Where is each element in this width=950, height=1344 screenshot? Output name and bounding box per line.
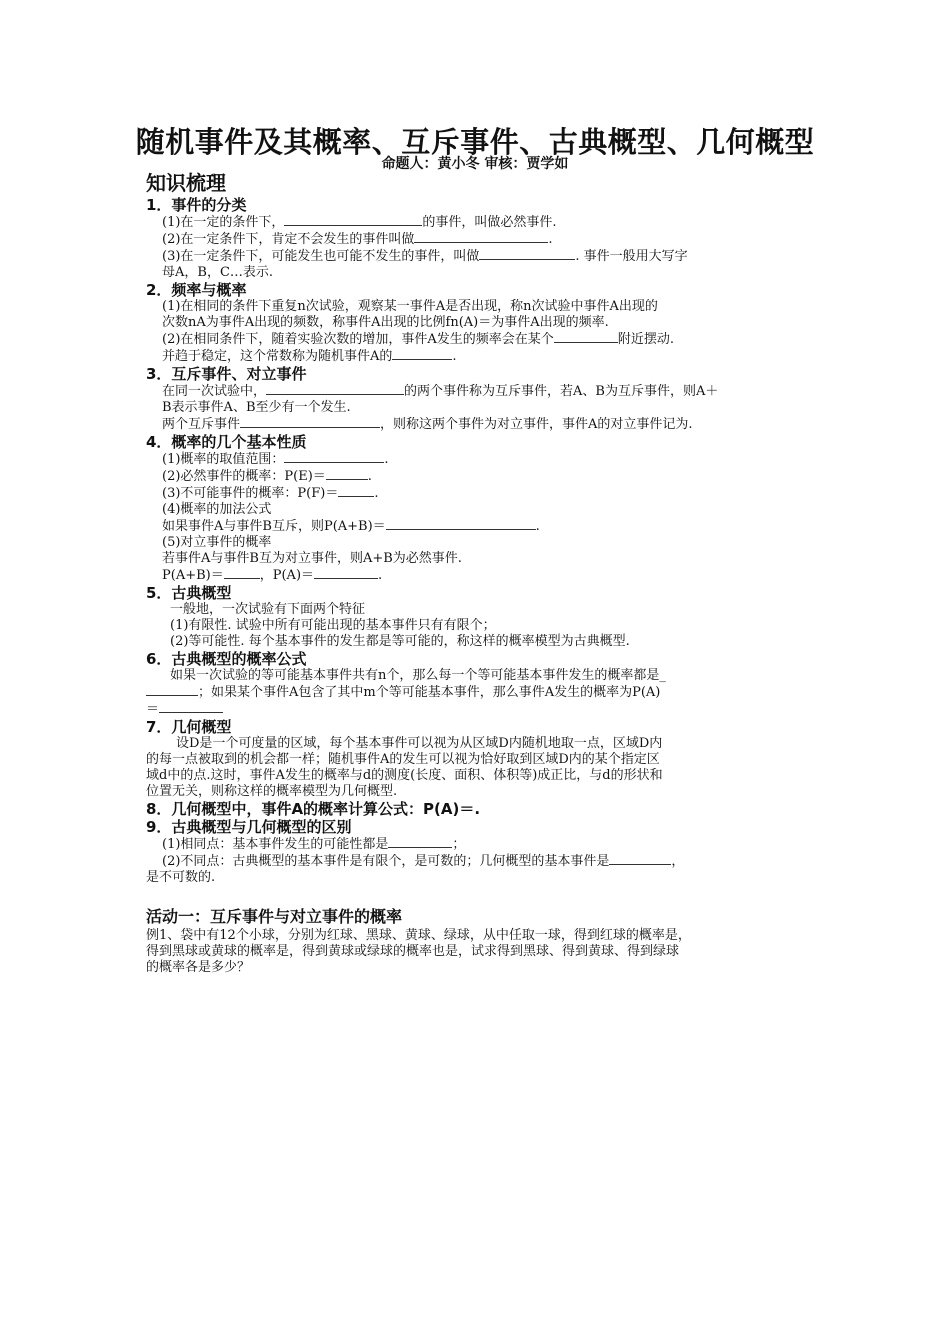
paragraph: 是不可数的. — [146, 870, 216, 885]
author-line: 命题人：黄小冬 审核：贾学如 — [381, 156, 569, 172]
fill-blank[interactable] — [326, 468, 368, 480]
fill-blank[interactable] — [414, 231, 548, 243]
paragraph: (3)不可能事件的概率：P(F)＝ . — [162, 486, 379, 501]
heading-classical-formula: 6．古典概型的概率公式 — [146, 650, 307, 668]
paragraph: (1)在相同的条件下重复n次试验，观察某一事件A是否出现，称n次试验中事件A出现的 — [162, 299, 658, 314]
paragraph: 域d中的点.这时，事件A发生的概率与d的测度(长度、面积、体积等)成正比，与d的形状和 — [146, 768, 663, 783]
document-title: 随机事件及其概率、互斥事件、古典概型、几何概型 — [135, 125, 815, 159]
paragraph: (5)对立事件的概率 — [162, 535, 272, 550]
fill-blank[interactable] — [159, 701, 223, 713]
paragraph: P(A+B)＝ ，P(A)＝ . — [162, 568, 383, 583]
paragraph: 的每一点被取到的机会都一样；随机事件A的发生可以视为恰好取到区域D内的某个指定区 — [146, 752, 660, 767]
fill-blank[interactable] — [338, 485, 374, 497]
heading-event-classification: 1．事件的分类 — [146, 196, 247, 214]
paragraph: (2)在一定条件下，肯定不会发生的事件叫做 . — [162, 232, 553, 247]
paragraph: 在同一次试验中， 的两个事件称为互斥事件，若A、B为互斥事件，则A＋ — [162, 384, 719, 399]
paragraph: 如果一次试验的等可能基本事件共有n个，那么每一个等可能基本事件发生的概率都是_ — [170, 668, 666, 683]
paragraph: 如果事件A与事件B互斥，则P(A+B)＝ . — [162, 519, 540, 534]
paragraph: 一般地，一次试验有下面两个特征 — [170, 602, 366, 617]
paragraph: 的概率各是多少？ — [146, 960, 251, 975]
heading-frequency-probability: 2．频率与概率 — [146, 281, 247, 299]
paragraph: (2)必然事件的概率：P(E)＝ . — [162, 469, 372, 484]
fill-blank[interactable] — [386, 518, 536, 530]
paragraph: (1)在一定的条件下， 的事件，叫做必然事件. — [162, 215, 557, 230]
fill-blank[interactable] — [609, 853, 671, 865]
paragraph: (1)相同点：基本事件发生的可能性都是 ； — [162, 837, 466, 852]
document-body — [146, 170, 808, 976]
paragraph: 若事件A与事件B互为对立事件，则A+B为必然事件. — [162, 551, 462, 566]
paragraph: 例1、袋中有12个小球，分别为红球、黑球、黄球、绿球，从中任取一球，得到红球的概率是， — [146, 928, 691, 943]
fill-blank[interactable] — [392, 348, 452, 360]
paragraph: 得到黑球或黄球的概率是，得到黄球或绿球的概率也是，试求得到黑球、得到黄球、得到绿球 — [146, 944, 680, 959]
heading-geometric-formula: 8．几何概型中，事件A的概率计算公式：P(A)＝. — [146, 800, 481, 818]
paragraph: (1)有限性. 试验中所有可能出现的基本事件只有有限个； — [170, 618, 496, 633]
paragraph: 次数nA为事件A出现的频数，称事件A出现的比例fn(A)＝为事件A出现的频率. — [162, 315, 609, 330]
heading-geometric-model: 7．几何概型 — [146, 718, 232, 736]
paragraph: B表示事件A、B至少有一个发生. — [162, 400, 351, 415]
heading-model-difference: 9．古典概型与几何概型的区别 — [146, 818, 352, 836]
fill-blank[interactable] — [314, 567, 378, 579]
fill-blank[interactable] — [479, 248, 575, 260]
paragraph: (2)在相同条件下，随着实验次数的增加，事件A发生的频率会在某个 附近摆动. — [162, 332, 674, 347]
heading-mutually-exclusive: 3．互斥事件、对立事件 — [146, 365, 307, 383]
paragraph: (2)不同点：古典概型的基本事件是有限个，是可数的；几何概型的基本事件是 ， — [162, 854, 685, 869]
paragraph: ；如果某个事件A包含了其中m个等可能基本事件，那么事件A发生的概率为P(A) — [146, 684, 808, 701]
paragraph: (1)概率的取值范围： . — [162, 452, 389, 467]
fill-blank[interactable] — [240, 416, 380, 428]
fill-blank[interactable] — [554, 331, 618, 343]
activity-heading: 活动一：互斥事件与对立事件的概率 — [146, 907, 403, 926]
heading-classical-model: 5．古典概型 — [146, 584, 232, 602]
fill-blank[interactable] — [224, 567, 260, 579]
fill-blank[interactable] — [284, 214, 422, 226]
paragraph: 母A，B，C…表示. — [162, 265, 274, 280]
paragraph: 并趋于稳定，这个常数称为随机事件A的 . — [162, 349, 457, 364]
paragraph: 两个互斥事件 ，则称这两个事件为对立事件，事件A的对立事件记为. — [162, 417, 693, 432]
paragraph: (3)在一定条件下，可能发生也可能不发生的事件，叫做 . 事件一般用大写字 — [162, 249, 688, 264]
section-heading: 知识梳理 — [146, 171, 226, 195]
paragraph: ＝ — [146, 701, 808, 718]
paragraph: (4)概率的加法公式 — [162, 502, 272, 517]
paragraph: 设D是一个可度量的区域，每个基本事件可以视为从区域D内随机地取一点，区域D内 — [176, 736, 663, 751]
paragraph: (2)等可能性. 每个基本事件的发生都是等可能的，称这样的概率模型为古典概型. — [170, 634, 630, 649]
fill-blank[interactable] — [284, 451, 384, 463]
fill-blank[interactable] — [146, 684, 198, 696]
fill-blank[interactable] — [266, 383, 404, 395]
heading-basic-properties: 4．概率的几个基本性质 — [146, 433, 307, 451]
fill-blank[interactable] — [388, 836, 452, 848]
paragraph: 位置无关，则称这样的概率模型为几何概型. — [146, 784, 398, 799]
